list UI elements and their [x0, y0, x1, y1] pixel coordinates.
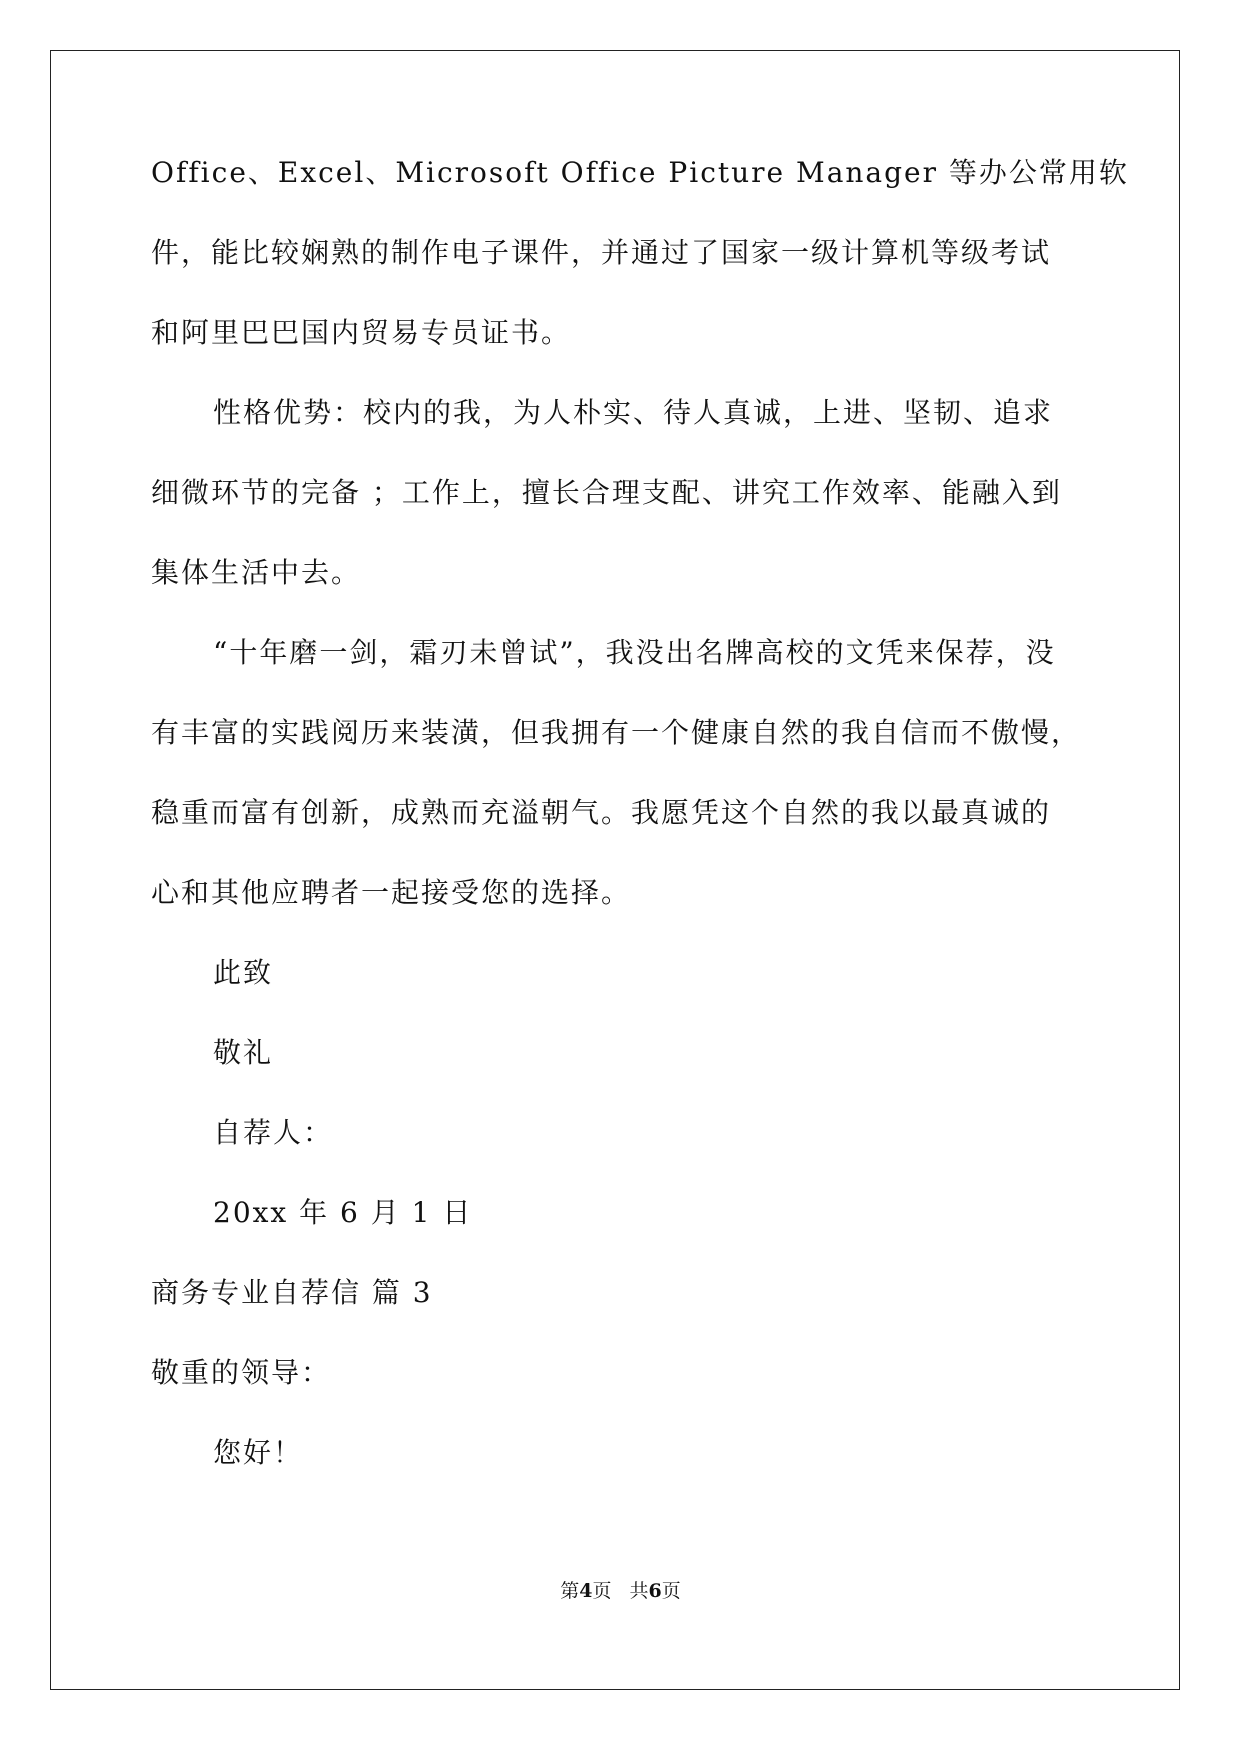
text-line: 细微环节的完备 ；工作上，擅长合理支配、讲究工作效率、能融入到	[151, 476, 1062, 509]
text-line: 集体生活中去。	[151, 556, 362, 589]
section-heading: 商务专业自荐信 篇 3	[151, 1276, 433, 1309]
total-prefix: 共	[629, 1580, 649, 1602]
page-total: 6	[648, 1580, 662, 1602]
letter-date: 20xx 年 6 月 1 日	[213, 1196, 473, 1229]
total-suffix: 页	[661, 1580, 681, 1602]
greeting: 您好！	[213, 1436, 304, 1469]
text-line: 稳重而富有创新，成熟而充溢朝气。我愿凭这个自然的我以最真诚的	[151, 796, 1052, 829]
page-footer	[0, 1576, 1241, 1603]
closing-regards: 敬礼	[213, 1036, 274, 1069]
text-line: 和阿里巴巴国内贸易专员证书。	[151, 316, 572, 349]
text-line: “十年磨一剑，霜刃未曾试”，我没出名牌高校的文凭来保荐，没	[213, 636, 1056, 669]
page-prefix: 第	[560, 1580, 580, 1602]
page-mid: 页	[592, 1580, 612, 1602]
document-body	[151, 133, 1129, 1493]
text-line: Office、Excel、Microsoft Office Picture Manager 等办公常用软	[151, 156, 1129, 189]
text-line: 件，能比较娴熟的制作电子课件，并通过了国家一级计算机等级考试	[151, 236, 1052, 269]
text-line: 性格优势：校内的我，为人朴实、待人真诚，上进、坚韧、追求	[213, 396, 1054, 429]
text-line: 有丰富的实践阅历来装潢，但我拥有一个健康自然的我自信而不傲慢，	[151, 716, 1082, 749]
closing-salutation: 此致	[213, 956, 274, 989]
text-line: 心和其他应聘者一起接受您的选择。	[151, 876, 632, 909]
page-current: 4	[579, 1580, 593, 1602]
signature-label: 自荐人：	[213, 1116, 334, 1149]
greeting-recipient: 敬重的领导：	[151, 1356, 332, 1389]
